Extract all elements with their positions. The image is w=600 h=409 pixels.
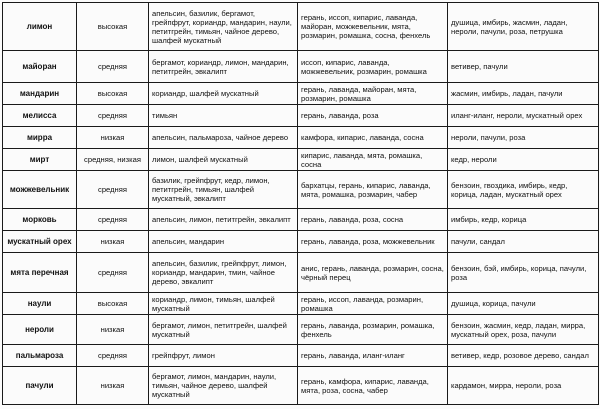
aroma-strength: высокая	[77, 83, 149, 105]
aroma-strength: низкая	[77, 367, 149, 405]
table-row	[3, 171, 599, 209]
aroma-strength: средняя	[77, 253, 149, 293]
aroma-strength: низкая	[77, 231, 149, 253]
pairs-floral-coniferous: герань, лаванда, майоран, мята, розмарин, ромашка	[298, 83, 448, 105]
table-row	[3, 149, 599, 171]
oil-name: мирра	[3, 127, 77, 149]
pairs-citrus-herbal: апельсин, пальмароза, чайное дерево	[149, 127, 298, 149]
pairs-spicy-woody: душица, имбирь, жасмин, ладан, нероли, пачули, роза, петрушка	[448, 3, 599, 51]
pairs-citrus-herbal: апельсин, базилик, грейпфрут, лимон, кориандр, мандарин, тмин, чайное дерево, эвкалипт	[149, 253, 298, 293]
table-row	[3, 367, 599, 405]
oil-name: пальмароза	[3, 345, 77, 367]
pairs-floral-coniferous: камфора, кипарис, лаванда, сосна	[298, 127, 448, 149]
aroma-strength: средняя	[77, 51, 149, 83]
oil-name: можжевельник	[3, 171, 77, 209]
pairs-spicy-woody: бензоин, бэй, имбирь, корица, пачули, роза	[448, 253, 599, 293]
oil-name: наули	[3, 293, 77, 315]
pairs-floral-coniferous: герань, лаванда, роза, можжевельник	[298, 231, 448, 253]
pairs-citrus-herbal: кориандр, шалфей мускатный	[149, 83, 298, 105]
pairs-floral-coniferous: иссоп, кипарис, лаванда, можжевельник, розмарин, ромашка	[298, 51, 448, 83]
pairs-spicy-woody: ветивер, кедр, розовое дерево, сандал	[448, 345, 599, 367]
pairs-citrus-herbal: апельсин, мандарин	[149, 231, 298, 253]
pairs-spicy-woody: иланг-иланг, нероли, мускатный орех	[448, 105, 599, 127]
pairs-spicy-woody: кардамон, мирра, нероли, роза	[448, 367, 599, 405]
aroma-strength: средняя	[77, 105, 149, 127]
pairs-citrus-herbal: базилик, грейпфрут, кедр, лимон, петитгрейн, тимьян, шалфей мускатный, эвкалипт	[149, 171, 298, 209]
oil-name: нероли	[3, 315, 77, 345]
pairs-floral-coniferous: герань, лаванда, розмарин, ромашка, фенхель	[298, 315, 448, 345]
oil-name: пачули	[3, 367, 77, 405]
pairs-floral-coniferous: герань, лаванда, иланг-иланг	[298, 345, 448, 367]
pairs-citrus-herbal: кориандр, лимон, тимьян, шалфей мускатный	[149, 293, 298, 315]
table-row	[3, 315, 599, 345]
aroma-strength: средняя	[77, 209, 149, 231]
pairs-spicy-woody: бензоин, жасмин, кедр, ладан, мирра, мускатный орех, роза, пачули	[448, 315, 599, 345]
aroma-compatibility-table	[2, 2, 599, 405]
table-row	[3, 209, 599, 231]
pairs-citrus-herbal: апельсин, базилик, бергамот, грейпфрут, кориандр, мандарин, наули, петитгрейн, тимьян, чайное дерево, шалфей мускатный	[149, 3, 298, 51]
table-row	[3, 253, 599, 293]
aroma-strength: средняя, низкая	[77, 149, 149, 171]
pairs-spicy-woody: жасмин, имбирь, ладан, пачули	[448, 83, 599, 105]
pairs-citrus-herbal: грейпфрут, лимон	[149, 345, 298, 367]
pairs-citrus-herbal: бергамот, кориандр, лимон, мандарин, петитгрейн, эвкалипт	[149, 51, 298, 83]
aroma-strength: средняя	[77, 171, 149, 209]
oil-name: мелисса	[3, 105, 77, 127]
oil-name: мускатный орех	[3, 231, 77, 253]
pairs-floral-coniferous: герань, лаванда, роза, сосна	[298, 209, 448, 231]
pairs-floral-coniferous: анис, герань, лаванда, розмарин, сосна, чёрный перец	[298, 253, 448, 293]
pairs-floral-coniferous: кипарис, лаванда, мята, ромашка, сосна	[298, 149, 448, 171]
oil-name: морковь	[3, 209, 77, 231]
aroma-strength: высокая	[77, 3, 149, 51]
pairs-floral-coniferous: герань, иссоп, кипарис, лаванда, майоран, можжевельник, мята, розмарин, ромашка, сосна, фенхель	[298, 3, 448, 51]
pairs-spicy-woody: кедр, нероли	[448, 149, 599, 171]
table-body	[3, 3, 599, 405]
pairs-spicy-woody: душица, корица, пачули	[448, 293, 599, 315]
pairs-floral-coniferous: герань, иссоп, лаванда, розмарин, ромашка	[298, 293, 448, 315]
aroma-strength: высокая	[77, 293, 149, 315]
pairs-citrus-herbal: апельсин, лимон, петитгрейн, эвкалипт	[149, 209, 298, 231]
table-row	[3, 83, 599, 105]
pairs-citrus-herbal: тимьян	[149, 105, 298, 127]
table-row	[3, 127, 599, 149]
pairs-floral-coniferous: герань, камфора, кипарис, лаванда, мята, роза, сосна, чабер	[298, 367, 448, 405]
pairs-citrus-herbal: бергамот, лимон, петитгрейн, шалфей мускатный	[149, 315, 298, 345]
pairs-floral-coniferous: бархатцы, герань, кипарис, лаванда, мята, ромашка, розмарин, чабер	[298, 171, 448, 209]
aroma-strength: средняя	[77, 345, 149, 367]
pairs-spicy-woody: ветивер, пачули	[448, 51, 599, 83]
pairs-floral-coniferous: герань, лаванда, роза	[298, 105, 448, 127]
pairs-citrus-herbal: лимон, шалфей мускатный	[149, 149, 298, 171]
pairs-spicy-woody: пачули, сандал	[448, 231, 599, 253]
oil-name: мирт	[3, 149, 77, 171]
table-row	[3, 231, 599, 253]
pairs-spicy-woody: бензоин, гвоздика, имбирь, кедр, корица, ладан, мускатный орех	[448, 171, 599, 209]
pairs-citrus-herbal: бергамот, лимон, мандарин, наули, тимьян, чайное дерево, шалфей мускатный	[149, 367, 298, 405]
table-row	[3, 3, 599, 51]
aroma-strength: низкая	[77, 315, 149, 345]
oil-name: майоран	[3, 51, 77, 83]
oil-name: лимон	[3, 3, 77, 51]
pairs-spicy-woody: нероли, пачули, роза	[448, 127, 599, 149]
oil-name: мандарин	[3, 83, 77, 105]
pairs-spicy-woody: имбирь, кедр, корица	[448, 209, 599, 231]
table-row	[3, 51, 599, 83]
oil-name: мята перечная	[3, 253, 77, 293]
table-row	[3, 105, 599, 127]
aroma-strength: низкая	[77, 127, 149, 149]
table-row	[3, 345, 599, 367]
table-row	[3, 293, 599, 315]
